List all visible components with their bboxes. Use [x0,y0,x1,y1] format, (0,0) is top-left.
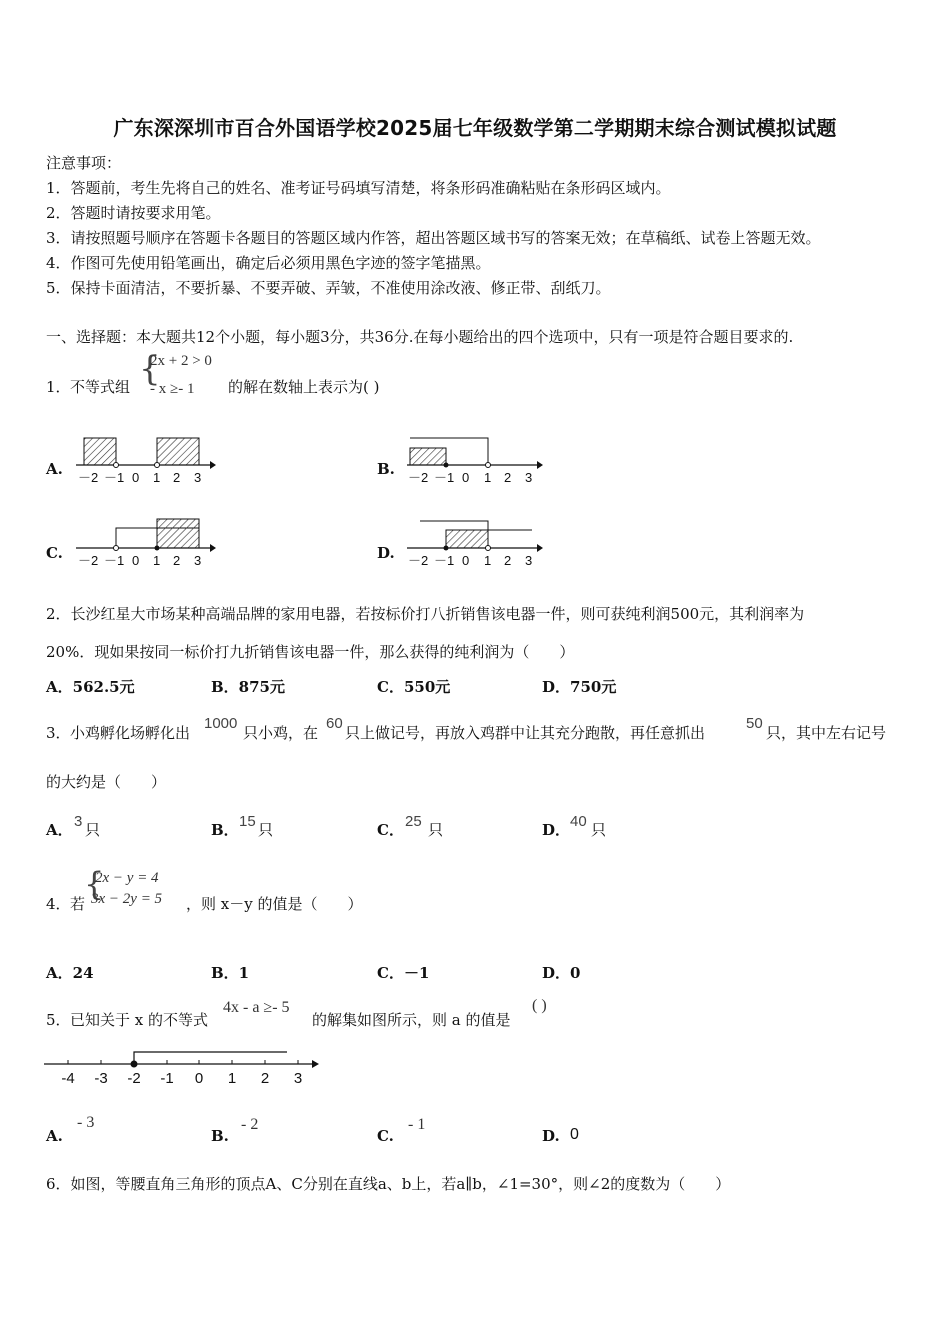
option-b-value: - 2 [241,1116,259,1133]
system-line-1: 2x − y = 4 [95,870,159,886]
question-text: 的解集如图所示，则 a 的值是 [312,1011,511,1029]
notice-item: 2．答题时请按要求用笔。 [46,204,221,222]
tick-label: 0 [132,470,140,485]
question-text: 的大约是（ ） [46,773,167,791]
tick-label: 0 [462,553,470,568]
question-text: 的解在数轴上表示为( ) [228,378,380,396]
option-d-label: D． [542,821,571,839]
brace-icon: { [139,349,161,389]
notice-item: 3．请按照题号顺序在答题卡各题目的答题区域内作答，超出答题区域书写的答案无效；在草稿纸、试卷上答题无效。 [46,229,821,247]
question-text: 2．长沙红星大市场某种高端品牌的家用电器，若按标价打八折销售该电器一件，则可获纯利润500元，其利润率为 [46,605,805,623]
question-number: 5． [46,1011,71,1029]
option-b-label: B. [377,460,395,478]
answer-paren: ( ) [532,997,547,1014]
number-1000: 1000 [204,715,238,732]
question-text: 小鸡孵化场孵化出 [70,724,191,742]
tick-label: -4 [61,1070,75,1087]
tick-label: -2 [127,1070,141,1087]
tick-label: 3 [525,470,533,485]
option-a-label: A. [46,460,63,478]
option-b: B．1 [211,964,250,982]
tick-label: 1 [153,553,161,568]
page-title: 广东深深圳市百合外国语学校2025届七年级数学第二学期期末综合测试模拟试题 [113,116,837,140]
question-text: 不等式组 [70,378,131,396]
question-text: ，则 x－y 的值是（ ） [186,895,363,913]
question-6: 6．如图，等腰直角三角形的顶点A、C分别在直线a、b上，若a∥b，∠1=30°，则∠2的度数为（ ） [46,1175,731,1193]
section-heading: 一、选择题：本大题共12个小题，每小题3分，共36分.在每小题给出的四个选项中，只有一项是符合题目要求的. [46,328,794,346]
tick-label: 1 [227,1070,237,1087]
tick-label: 1 [484,470,492,485]
question-text: 20%．现如果按同一标价打九折销售该电器一件，那么获得的纯利润为（ ） [46,643,575,661]
tick-label: 3 [194,470,202,485]
option-d-label: D. [377,544,395,562]
option-a-value: 3 [74,813,83,830]
number-line-a [76,438,216,469]
option-b: B．875元 [211,678,285,696]
option-b-label: B． [211,821,239,839]
question-number: 4． [46,895,71,913]
option-a: A．562.5元 [46,678,135,696]
option-d-label: D. [542,1127,560,1145]
number-50: 50 [746,715,763,732]
tick-label: 0 [194,1070,204,1087]
number-line-figures [0,0,950,600]
system-line-1: 2x + 2 > 0 [150,353,212,369]
inequality: 4x - a ≥- 5 [223,999,290,1016]
tick-label: 0 [462,470,470,485]
option-unit: 只 [85,821,101,839]
option-c-value: 25 [405,813,422,830]
option-unit: 只 [258,821,274,839]
question-number: 1． [46,378,71,396]
tick-label: －2 [408,553,429,568]
tick-label: 2 [173,470,181,485]
tick-label: 1 [153,470,161,485]
option-c: C．550元 [377,678,451,696]
question-text: 若 [70,895,86,913]
option-a-label: A． [46,821,73,839]
option-unit: 只 [428,821,444,839]
tick-label: －2 [78,553,99,568]
system-line-2: 3x − 2y = 5 [91,891,163,907]
option-a: A．24 [46,964,94,982]
notice-item: 4．作图可先使用铅笔画出，确定后必须用黑色字迹的签字笔描黑。 [46,254,491,272]
tick-label: 0 [132,553,140,568]
tick-label: 3 [194,553,202,568]
tick-label: －1 [434,553,455,568]
question-text: 只小鸡，在 [243,724,319,742]
tick-label: 2 [173,553,181,568]
option-d-value: 0 [570,1126,579,1143]
tick-label: －1 [434,470,455,485]
tick-label: 2 [504,553,512,568]
number-line-b [407,438,543,469]
option-c-label: C. [377,1127,394,1145]
tick-label: -1 [160,1070,174,1087]
tick-label: 1 [484,553,492,568]
tick-labels [78,470,532,568]
option-b-label: B. [211,1127,229,1145]
question-text: 只，其中左右记号 [766,724,887,742]
tick-label: 2 [260,1070,270,1087]
system-line-2: - x ≥- 1 [150,381,195,397]
question-text: 只上做记号，再放入鸡群中让其充分跑散，再任意抓出 [345,724,706,742]
number-60: 60 [326,715,343,732]
option-a-label: A. [46,1127,63,1145]
option-c-label: C． [377,821,404,839]
option-c-label: C. [46,544,63,562]
tick-label: 2 [504,470,512,485]
number-line-d [407,521,543,552]
question-number: 3． [46,724,71,742]
option-d: D．0 [542,964,581,982]
tick-label: －1 [104,553,125,568]
tick-label: －2 [78,470,99,485]
notice-item: 1．答题前，考生先将自己的姓名、准考证号码填写清楚，将条形码准确粘贴在条形码区域内。 [46,179,671,197]
brace-icon: { [84,865,105,903]
number-line-q5 [40,1040,330,1090]
option-unit: 只 [591,821,607,839]
question-text: 已知关于 x 的不等式 [70,1011,208,1029]
option-c: C．－1 [377,964,430,982]
notice-heading: 注意事项： [46,154,122,172]
notice-item: 5．保持卡面清洁，不要折暴、不要弄破、弄皱，不准使用涂改液、修正带、刮纸刀。 [46,279,611,297]
option-b-value: 15 [239,813,256,830]
option-c-value: - 1 [408,1116,426,1133]
option-a-value: - 3 [77,1114,95,1131]
tick-label: 3 [293,1070,303,1087]
tick-label: 3 [525,553,533,568]
tick-label: －1 [104,470,125,485]
option-d: D．750元 [542,678,617,696]
tick-label: －2 [408,470,429,485]
option-d-value: 40 [570,813,587,830]
number-line-c [76,519,216,552]
tick-label: -3 [94,1070,108,1087]
